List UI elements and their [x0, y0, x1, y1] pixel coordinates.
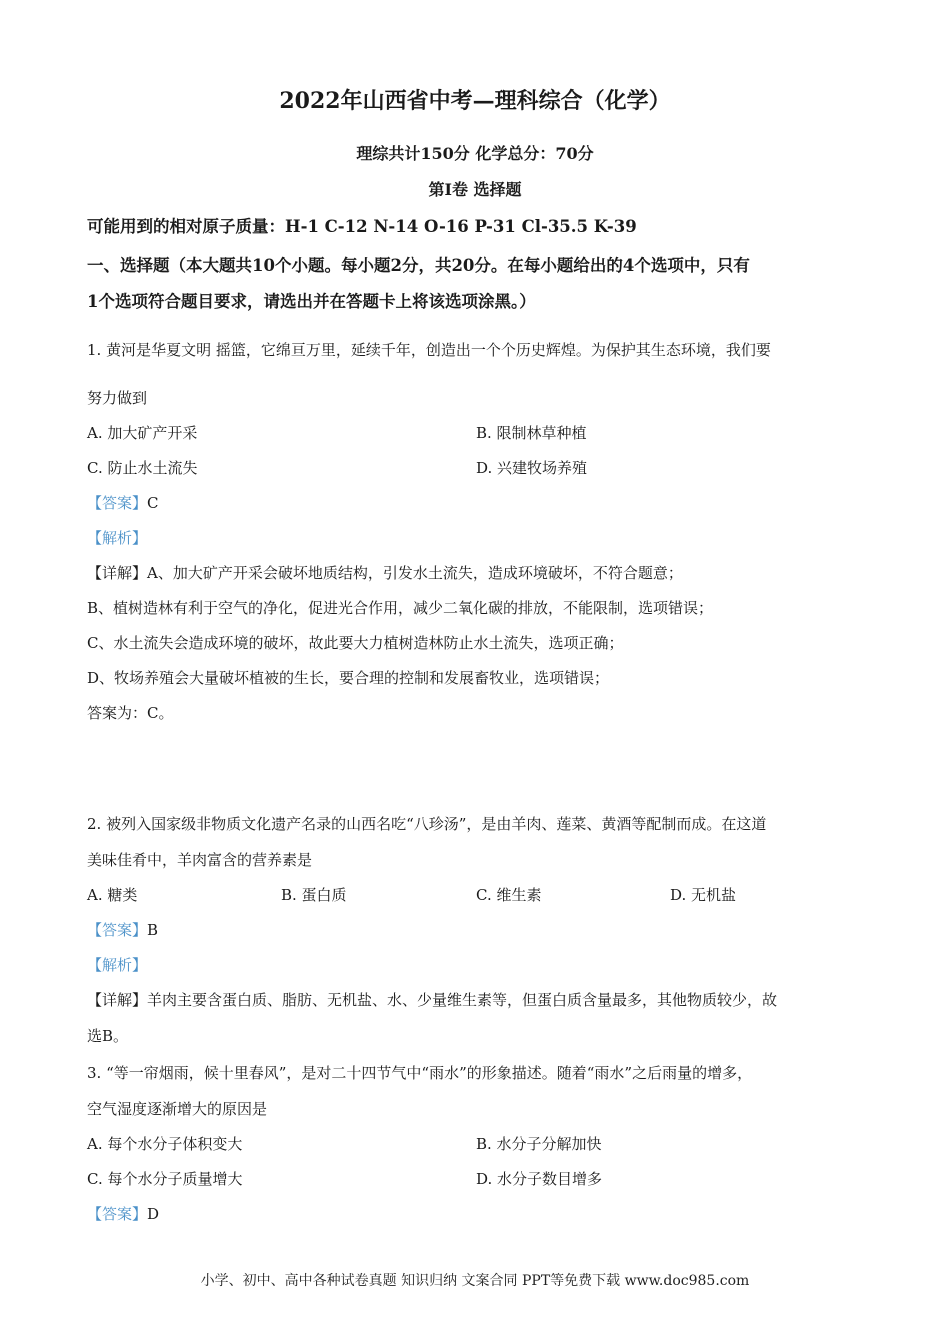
detail-tag: 【详解】 [87, 564, 148, 582]
q3-stem-line1: 3. “等一帘烟雨，候十里春风”，是对二十四节气中“雨水”的形象描述。随着“雨水”之后雨量的增多， [87, 1064, 753, 1082]
q1-answer-value: C [147, 494, 159, 512]
q2-detail-line2: 选B。 [87, 1027, 129, 1045]
q2-option-b: B. 蛋白质 [281, 886, 347, 904]
q2-detail-text1: 羊肉主要含蛋白质、脂肪、无机盐、水、少量维生素等，但蛋白质含量最多，其他物质较少，故 [147, 991, 778, 1009]
q3-answer [87, 1203, 159, 1224]
detail-tag: 【详解】 [87, 991, 148, 1009]
answer-tag: 【答案】 [87, 494, 148, 512]
section-title: 第Ⅰ卷 选择题 [428, 180, 522, 199]
q1-stem-line2: 努力做到 [87, 389, 148, 407]
q2-option-a: A. 糖类 [87, 886, 138, 904]
page-footer: 小学、初中、高中各种试卷真题 知识归纳 文案合同 PPT等免费下载 www.doc985.com [200, 1273, 750, 1289]
analysis-tag: 【解析】 [87, 956, 148, 974]
q3-option-d: D. 水分子数目增多 [476, 1170, 603, 1188]
q1-detail-line3: C、水土流失会造成环境的破坏，故此要大力植树造林防止水土流失，选项正确； [87, 634, 624, 652]
q1-option-b: B. 限制林草种植 [476, 424, 587, 442]
q1-analysis [87, 527, 147, 548]
q1-detail-line4: D、牧场养殖会大量破坏植被的生长，要合理的控制和发展畜牧业，选项错误； [87, 669, 610, 687]
part1-heading-line2: 1个选项符合题目要求，请选出并在答题卡上将该选项涂黑。） [87, 292, 536, 311]
q1-detail-line1 [87, 562, 683, 583]
answer-tag: 【答案】 [87, 921, 148, 939]
score-line: 理综共计150分 化学总分：70分 [356, 144, 594, 163]
part1-heading-line1: 一、选择题（本大题共10个小题。每小题2分，共20分。在每小题给出的4个选项中，只有 [87, 256, 750, 275]
q1-option-a: A. 加大矿产开采 [87, 424, 198, 442]
q1-option-c: C. 防止水土流失 [87, 459, 198, 477]
atomic-masses: 可能用到的相对原子质量：H-1 C-12 N-14 O-16 P-31 Cl-35.5 K-39 [87, 217, 637, 236]
q2-stem-line2: 美味佳肴中，羊肉富含的营养素是 [87, 851, 313, 869]
q1-detail-line2: B、植树造林有利于空气的净化，促进光合作用，减少二氧化碳的排放，不能限制，选项错误； [87, 599, 714, 617]
page-title: 2022年山西省中考—理科综合（化学） [279, 88, 671, 114]
q3-option-a: A. 每个水分子体积变大 [87, 1135, 243, 1153]
q3-answer-value: D [147, 1205, 160, 1223]
q2-option-d: D. 无机盐 [670, 886, 737, 904]
q3-option-c: C. 每个水分子质量增大 [87, 1170, 243, 1188]
q1-stem-line1: 1. 黄河是华夏文明 摇篮，它绵亘万里，延续千年，创造出一个个历史辉煌。为保护其生态环境，我们要 [87, 341, 771, 359]
q2-answer-value: B [147, 921, 159, 939]
q2-analysis [87, 954, 147, 975]
answer-tag: 【答案】 [87, 1205, 148, 1223]
q1-option-d: D. 兴建牧场养殖 [476, 459, 588, 477]
q3-stem-line2: 空气湿度逐渐增大的原因是 [87, 1100, 268, 1118]
analysis-tag: 【解析】 [87, 529, 148, 547]
q3-option-b: B. 水分子分解加快 [476, 1135, 602, 1153]
q1-answer [87, 492, 159, 513]
q2-option-c: C. 维生素 [476, 886, 542, 904]
q1-conclusion: 答案为：C。 [87, 704, 174, 722]
q1-detail-text1: A、加大矿产开采会破坏地质结构，引发水土流失，造成环境破坏，不符合题意； [147, 564, 683, 582]
q2-answer [87, 919, 158, 940]
q2-detail-line1 [87, 989, 777, 1010]
q2-stem-line1: 2. 被列入国家级非物质文化遗产名录的山西名吃“八珍汤”，是由羊肉、莲菜、黄酒等配制而成。在这道 [87, 815, 767, 833]
